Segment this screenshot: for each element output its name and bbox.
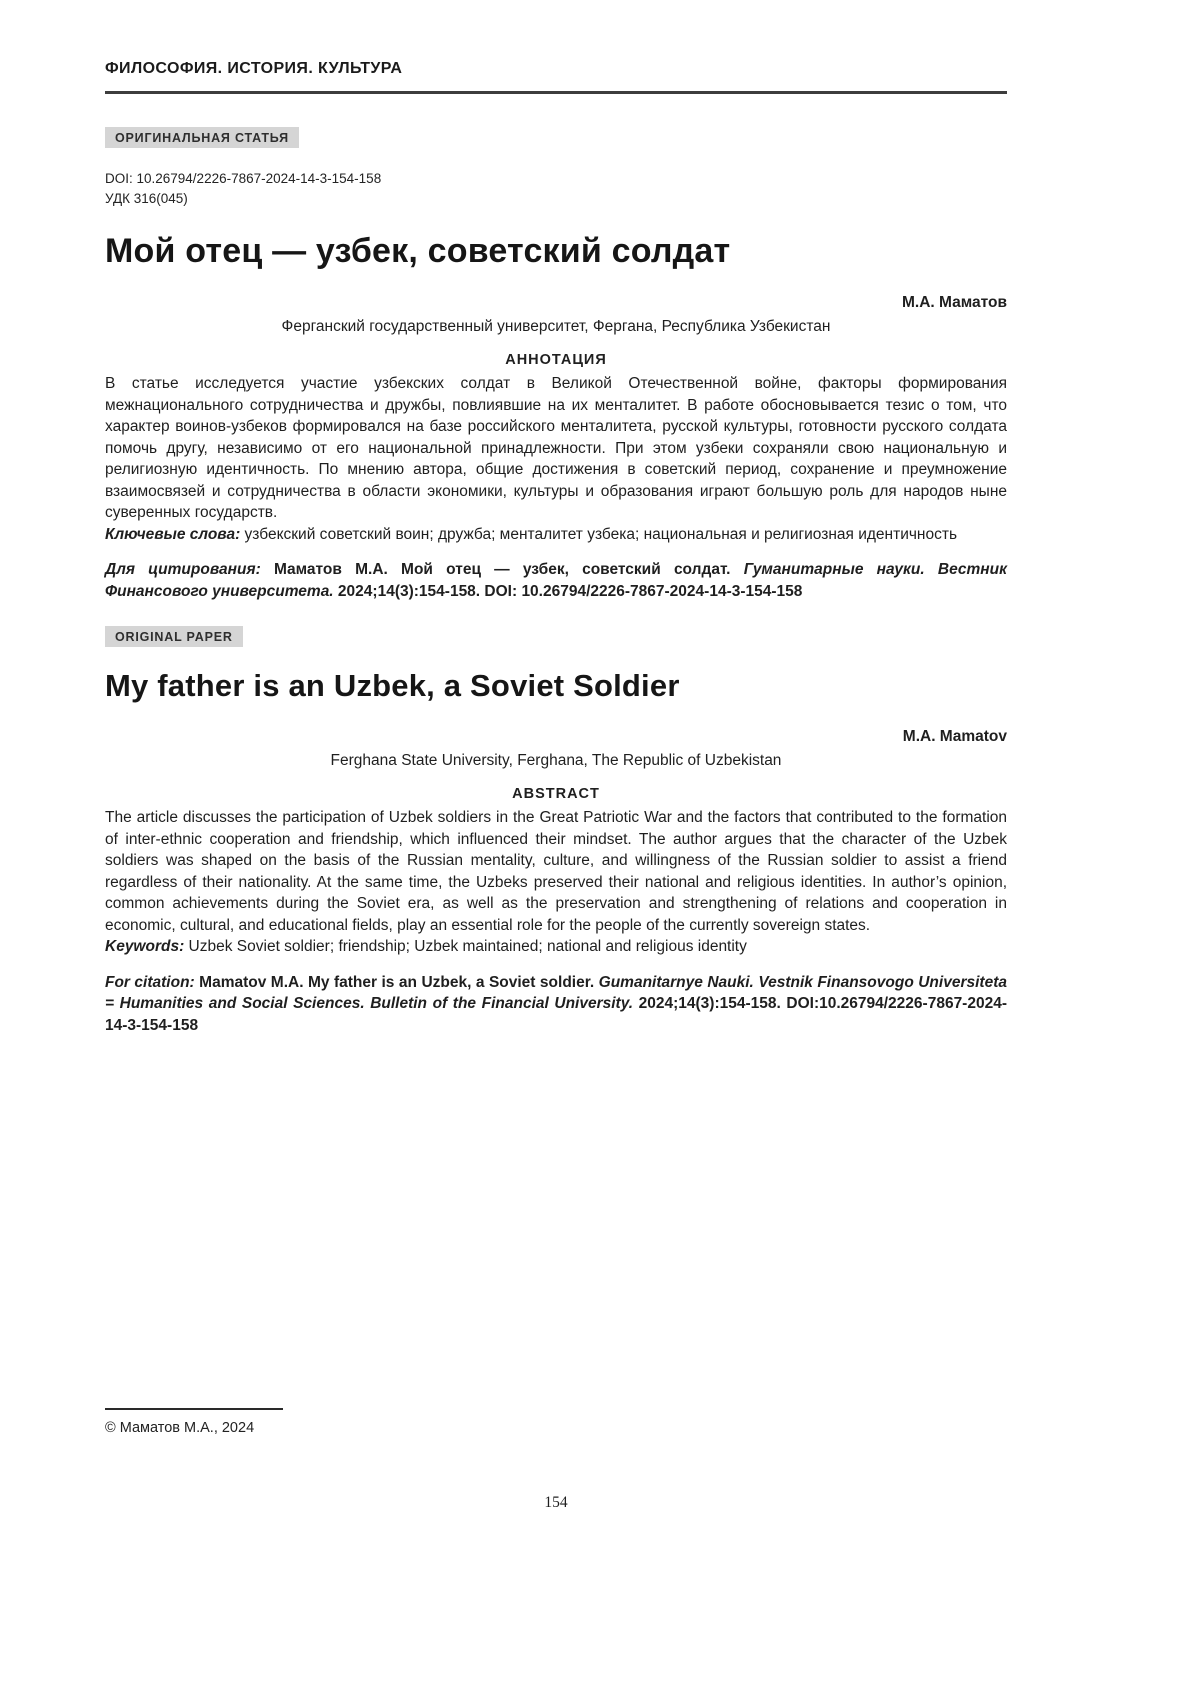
doi-line: DOI: 10.26794/2226-7867-2024-14-3-154-158 [105, 171, 382, 186]
article-title-en: My father is an Uzbek, a Soviet Soldier [105, 668, 680, 703]
author-name-ru: М.А. Маматов [901, 294, 1007, 311]
article-title-ru: Мой отец — узбек, советский солдат [105, 232, 731, 270]
citation-journal-ru: Гуманитарные науки. Вестник Финансового университета. [105, 561, 1007, 600]
keywords-en [105, 936, 1007, 958]
copyright-line: © Маматов М.А., 2024 [105, 1420, 255, 1436]
running-head: ФИЛОСОФИЯ. ИСТОРИЯ. КУЛЬТУРА [105, 60, 403, 77]
udk-line: УДК 316(045) [105, 191, 188, 206]
abstract-text-en: The article discusses the participation of Uzbek soldiers in the Great Patriotic War and the factors that contributed to the formation of inter-ethnic cooperation and friendship, which influenced their mindset. The author argues that the character of the Uzbek soldiers was shaped on the basis of the Russian mentality, culture, and willingness of the Russian soldier to assist a friend regardless of their nationality. At the same time, the Uzbeks preserved their national and religious identities. In author’s opinion, common achievements during the Soviet era, as well as the preservation and strengthening of relations and cooperation in economic, cultural, and educational fields, play an essential role for the people of the currently sovereign states. [105, 809, 1007, 934]
keywords-label-ru: Ключевые слова: [105, 525, 241, 543]
citation-authors-ru: Маматов М.А. Мой отец — узбек, советский солдат. [260, 561, 744, 578]
page-content [105, 0, 1007, 1036]
citation-label-en: For citation: [105, 973, 195, 991]
keywords-ru [105, 524, 1007, 546]
keywords-text-ru: узбекский советский воин; дружба; менталитет узбека; национальная и религиозная идентичность [240, 525, 958, 543]
citation-ru [105, 559, 1007, 602]
abstract-text-ru: В статье исследуется участие узбекских солдат в Великой Отечественной войне, факторы формирования межнационального сотрудничества и дружбы, повлиявшие на их менталитет. В работе обосновывается тезис о том, что характер воинов-узбеков формировался на базе российского менталитета, русской культуры, готовности русского солдата помочь другу, независимо от его национальной принадлежности. При этом узбеки сохраняли свою национальную и религиозную идентичность. По мнению автора, общие достижения в советский период, сохранение и преумножение взаимосвязей и сотрудничества в области экономики, культуры и образования играют большую роль для народов ныне суверенных государств. [105, 375, 1007, 521]
citation-label-ru: Для цитирования: [105, 561, 261, 578]
citation-journal-en: Gumanitarnye Nauki. Vestnik Finansovogo Universiteta = Humanities and Social Sciences. Bulletin of the Financial University. [105, 973, 1007, 1012]
footnote-rule [105, 1408, 283, 1410]
author-name-en: M.A. Mamatov [902, 728, 1007, 745]
author-affiliation-en: Ferghana State University, Ferghana, The Republic of Uzbekistan [330, 752, 782, 769]
keywords-label-en: Keywords: [105, 938, 185, 955]
citation-ref-en: 2024;14(3):154-158. DOI:10.26794/2226-7867-2024-14-3-154-158 [105, 995, 1007, 1034]
article-type-badge-ru: ОРИГИНАЛЬНАЯ СТАТЬЯ [105, 127, 299, 148]
keywords-text-en: Uzbek Soviet soldier; friendship; Uzbek maintained; national and religious identity [184, 938, 747, 955]
citation-authors-en: Mamatov M.A. My father is an Uzbek, a Soviet soldier. [194, 973, 599, 991]
abstract-heading-en: ABSTRACT [512, 786, 600, 802]
citation-ref-ru: 2024;14(3):154-158. DOI: 10.26794/2226-7867-2024-14-3-154-158 [333, 582, 803, 600]
page-number: 154 [544, 1494, 568, 1511]
article-meta [105, 169, 1007, 209]
article-type-badge-en: ORIGINAL PAPER [105, 626, 243, 647]
citation-en [105, 972, 1007, 1037]
abstract-heading-ru: АННОТАЦИЯ [505, 352, 607, 368]
author-affiliation-ru: Ферганский государственный университет, Фергана, Республика Узбекистан [281, 318, 831, 335]
